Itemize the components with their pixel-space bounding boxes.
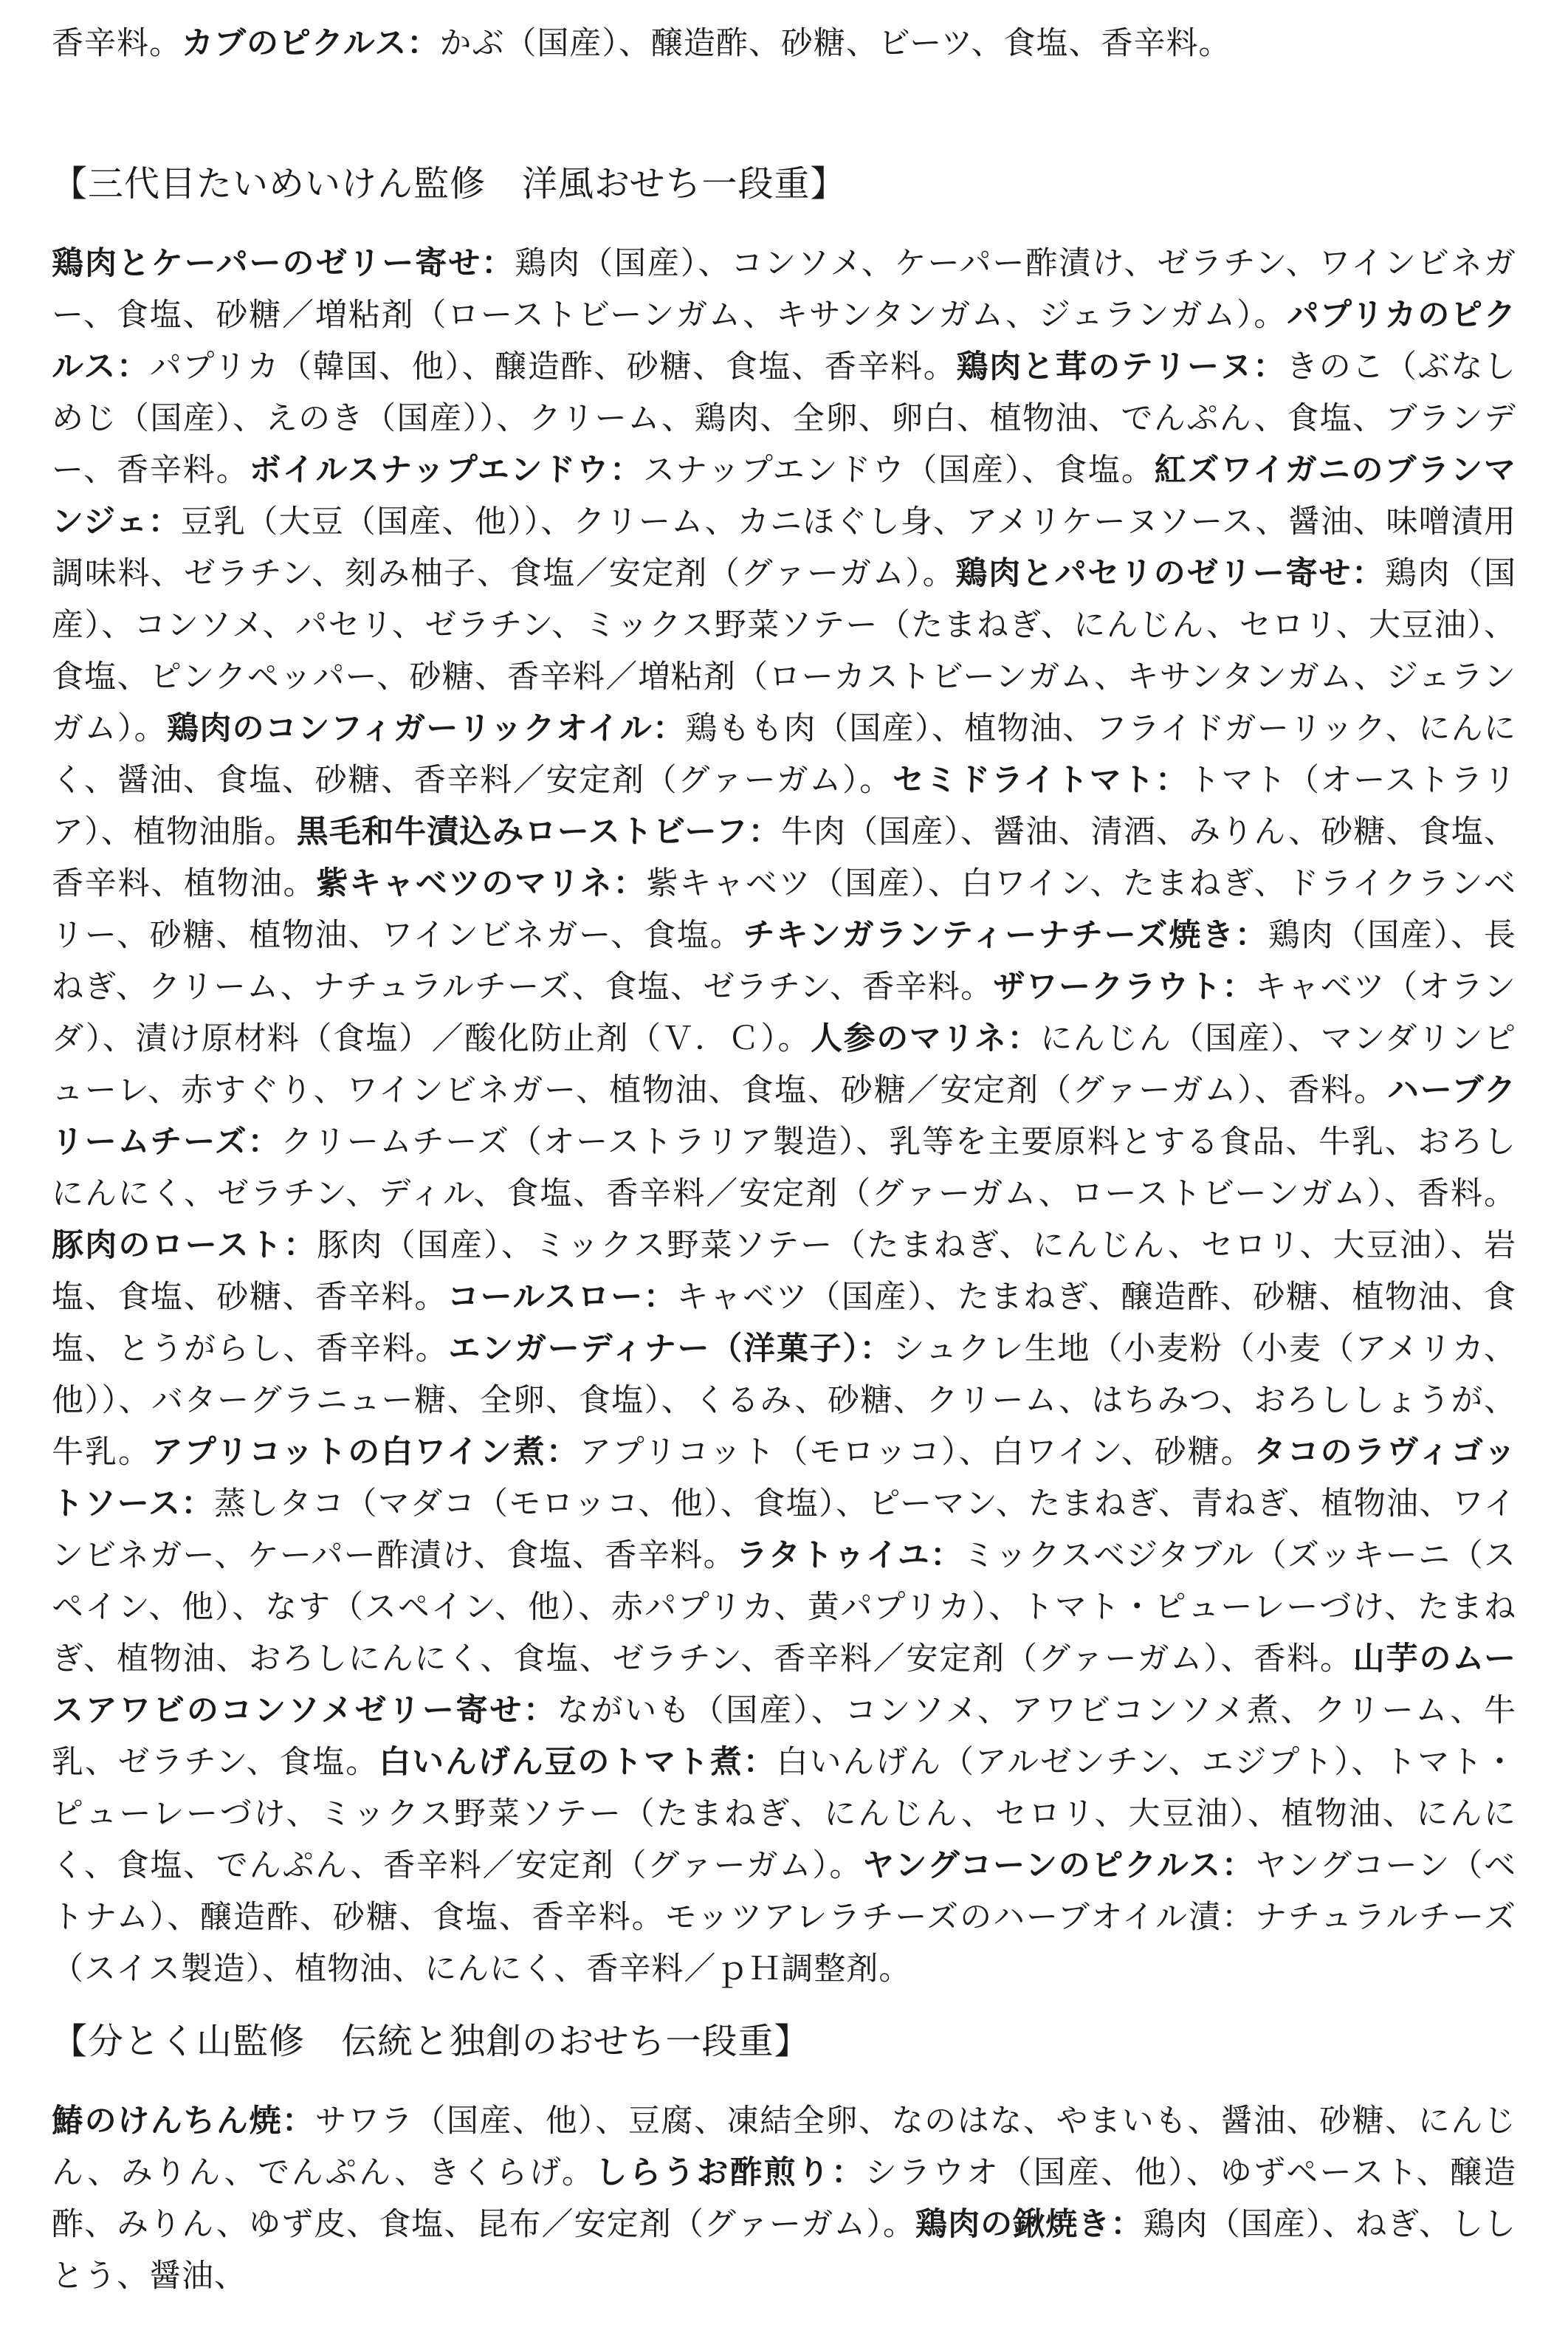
item-ingredients: パプリカ（韓国、他）、醸造酢、砂糖、食塩、香辛料。 (149, 348, 957, 385)
item-name: タコのラヴィゴットソース： (52, 1434, 1517, 1522)
item-name: 白いんげん豆のトマト煮： (379, 1744, 777, 1781)
item-ingredients: 紫キャベツ（国産）、白ワイン、たまねぎ、ドライクランベリー、砂糖、植物油、ワインビネガー、食塩。 (52, 865, 1517, 954)
item-ingredients: ミックスベジタブル（ズッキーニ（スペイン、他）、なす（スペイン、他）、赤パプリカ、黄パプリカ）、トマト・ピューレーづけ、たまねぎ、植物油、おろしにんにく、食塩、ゼラチン、香辛料／安定剤（グァーガム）、香料。 (52, 1537, 1516, 1677)
item-name: チキンガランティーナチーズ焼き： (743, 917, 1268, 954)
item-name: 鶏肉と茸のテリーヌ： (956, 348, 1287, 385)
item-ingredients: にんじん（国産）、マンダリンピューレ、赤すぐり、ワインビネガー、植物油、食塩、砂糖／安定剤（グァーガム）、香料。 (52, 1020, 1517, 1109)
item-name: ボイルスナップエンドウ： (249, 452, 644, 489)
item-name: ラタトゥイユ： (735, 1537, 963, 1574)
item-ingredients: きのこ（ぶなしめじ（国産）、えのき（国産））、クリーム、鶏肉、全卵、卵白、植物油、でんぷん、食塩、ブランデー、香辛料。 (52, 348, 1517, 489)
item-name: 鰆のけんちん焼： (52, 2103, 315, 2140)
item-ingredients: 鶏肉（国産）、コンソメ、パセリ、ゼラチン、ミックス野菜ソテー（たまねぎ、にんじん、セロリ、大豆油）、食塩、ピンクペッパー、砂糖、香辛料／増粘剤（ローカストビーンガム、キサンタンガム、ジェランガム）。 (52, 555, 1516, 747)
item-name: 鶏肉とパセリのゼリー寄せ： (955, 555, 1385, 592)
item-name: 黒毛和牛漬込みローストビーフ： (296, 814, 781, 851)
item-ingredients: ヤングコーン（ベトナム）、醸造酢、砂糖、食塩、香辛料。 (52, 1847, 1516, 1936)
item-ingredients: シラウオ（国産、他）、ゆずペースト、醸造酢、みりん、ゆず皮、食塩、昆布／安定剤（グァーガム）。 (52, 2154, 1516, 2243)
item-name: ヤングコーンのピクルス： (862, 1847, 1255, 1884)
item-ingredients: 白いんげん（アルゼンチン、エジプト）、トマト・ピューレーづけ、ミックス野菜ソテー（たまねぎ、にんじん、セロリ、大豆油）、植物油、にんにく、食塩、でんぷん、香辛料／安定剤（グァーガム）。 (52, 1744, 1516, 1884)
item-name: ハーブクリームチーズ： (52, 1072, 1516, 1161)
item-ingredients: 鶏肉（国産）、ねぎ、ししとう、醤油、 (52, 2206, 1516, 2295)
item-name: カブのピクルス： (182, 25, 440, 62)
item-name: 紅ズワイガニのブランマンジェ： (52, 452, 1517, 540)
item-ingredients: アプリコット（モロッコ）、白ワイン、砂糖。 (579, 1434, 1254, 1471)
item-name: 鶏肉の鍬焼き： (915, 2206, 1144, 2243)
item-ingredients: 香辛料。 (52, 25, 182, 62)
item-ingredients: 鶏肉（国産）、長ねぎ、クリーム、ナチュラルチーズ、食塩、ゼラチン、香辛料。 (52, 917, 1516, 1006)
section-heading-buntokuyama: 【分とく山監修 伝統と独創のおせち一段重】 (52, 2021, 811, 2062)
item-ingredients: キャベツ（国産）、たまねぎ、醸造酢、砂糖、植物油、食塩、とうがらし、香辛料。 (52, 1279, 1517, 1367)
item-ingredients: 鶏肉（国産）、コンソメ、ケーパー酢漬け、ゼラチン、ワインビネガー、食塩、砂糖／増粘剤（ローストビーンガム、キサンタンガム、ジェランガム）。 (52, 245, 1517, 334)
item-ingredients: ながいも（国産）、コンソメ、アワビコンソメ煮、クリーム、牛乳、ゼラチン、食塩。 (52, 1692, 1516, 1781)
item-name: コールスロー： (447, 1279, 677, 1316)
item-name: アプリコットの白ワイン煮： (151, 1434, 580, 1471)
item-ingredients: シュクレ生地（小麦粉（小麦（アメリカ、他））、バターグラニュー糖、全卵、食塩）、くるみ、砂糖、クリーム、はちみつ、おろししょうが、牛乳。 (52, 1330, 1516, 1471)
ingredients-paragraph-buntokuyama (52, 2095, 1516, 2302)
item-name: 紫キャベツのマリネ： (316, 865, 647, 902)
item-ingredients: 豆乳（大豆（国産、他））、クリーム、カニほぐし身、アメリケーヌソース、醤油、味噌漬用調味料、ゼラチン、刻み柚子、食塩／安定剤（グァーガム）。 (52, 504, 1516, 592)
item-ingredients: 牛肉（国産）、醤油、清酒、みりん、砂糖、食塩、香辛料、植物油。 (52, 814, 1517, 902)
item-ingredients: キャベツ（オランダ）、漬け原材料（食塩）／酸化防止剤（Ｖ．Ｃ）。 (52, 969, 1516, 1057)
item-ingredients: 蒸しタコ（マダコ（モロッコ、他）、食塩）、ピーマン、たまねぎ、青ねぎ、植物油、ワインビネガー、ケーパー酢漬け、食塩、香辛料。 (52, 1485, 1516, 1574)
item-name: 豚肉のロースト： (52, 1227, 317, 1264)
item-ingredients: 豚肉（国産）、ミックス野菜ソテー（たまねぎ、にんじん、セロリ、大豆油）、岩塩、食塩、砂糖、香辛料。 (52, 1227, 1517, 1316)
item-ingredients: かぶ（国産）、醸造酢、砂糖、ビーツ、食塩、香辛料。 (439, 25, 1231, 62)
item-ingredients: 鶏もも肉（国産）、植物油、フライドガーリック、にんにく、醤油、食塩、砂糖、香辛料／安定剤（グァーガム）。 (52, 710, 1516, 799)
section-heading-taimeiken: 【三代目たいめいけん監修 洋風おせち一段重】 (52, 163, 847, 205)
item-ingredients: スナップエンドウ（国産）、食塩。 (643, 452, 1155, 489)
item-name: 人参のマリネ： (811, 1020, 1041, 1057)
item-ingredients: クリームチーズ（オーストラリア製造）、乳等を主要原料とする食品、牛乳、おろしにんにく、ゼラチン、ディル、食塩、香辛料／安定剤（グァーガム、ローストビーンガム）、香料。 (52, 1124, 1517, 1212)
intro-paragraph (52, 0, 1516, 69)
item-name: しらうお酢煎り： (595, 2154, 865, 2191)
ingredients-paragraph-taimeiken (52, 238, 1516, 1995)
item-name: ザワークラウト： (993, 969, 1255, 1006)
item-name: パプリカのピクルス： (52, 297, 1516, 385)
item-name: 鶏肉とケーパーのゼリー寄せ： (52, 245, 515, 282)
item-name: 鶏肉のコンフィガーリックオイル： (166, 710, 686, 747)
item-name: エンガーディナー（洋菓子）： (448, 1330, 893, 1367)
item-ingredients: トマト（オーストラリア）、植物油脂。 (52, 762, 1516, 851)
item-name: 山芋のムースアワビのコンソメゼリー寄せ： (52, 1640, 1516, 1729)
item-name: セミドライトマト： (892, 762, 1189, 799)
item-ingredients: サワラ（国産、他）、豆腐、凍結全卵、なのはな、やまいも、醤油、砂糖、にんじん、みりん、でんぷん、きくらげ。 (52, 2103, 1517, 2191)
item-ingredients: モッツアレラチーズのハーブオイル漬：ナチュラルチーズ（スイス製造）、植物油、にんにく、香辛料／ｐＨ調整剤。 (52, 1899, 1516, 1987)
